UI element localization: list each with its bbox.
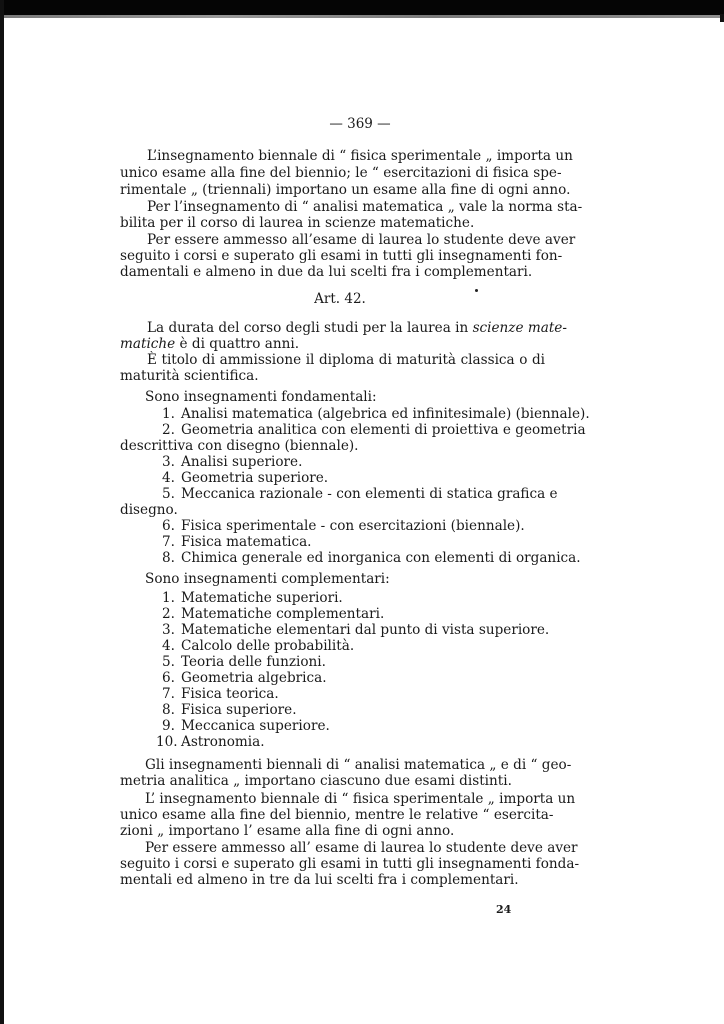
course-text: Fisica teorica. bbox=[181, 686, 279, 702]
text-line: seguito i corsi e superato gli esami in tutti gli insegnamenti fonda- bbox=[120, 856, 580, 872]
course-num: 1. bbox=[162, 590, 175, 606]
text-line: L’ insegnamento biennale di “ fisica sperimentale „ importa un bbox=[145, 791, 576, 807]
course-num: 4. bbox=[162, 470, 175, 486]
course-num: 7. bbox=[162, 534, 175, 550]
course-num: 6. bbox=[162, 670, 175, 686]
text-line: Per essere ammesso all’ esame di laurea lo studente deve aver bbox=[145, 840, 578, 856]
duration-line-1 bbox=[147, 320, 567, 337]
course-num: 3. bbox=[162, 622, 175, 638]
course-text: Matematiche complementari. bbox=[181, 606, 385, 622]
course-text: Analisi superiore. bbox=[181, 454, 303, 470]
signature-mark: 24 bbox=[496, 903, 512, 916]
course-num: 5. bbox=[162, 486, 175, 502]
fundamental-intro: Sono insegnamenti fondamentali: bbox=[145, 389, 377, 405]
text-line: Per l’insegnamento di “ analisi matematica „ vale la norma sta- bbox=[147, 199, 583, 215]
course-text: Matematiche superiori. bbox=[181, 590, 343, 606]
course-num: 10. bbox=[156, 734, 178, 750]
course-num: 6. bbox=[162, 518, 175, 534]
text-line: unico esame alla fine del biennio, mentre le relative “ esercita- bbox=[120, 807, 554, 823]
course-num: 2. bbox=[162, 606, 175, 622]
course-text: Analisi matematica (algebrica ed infinitesimale) (biennale). bbox=[181, 406, 590, 422]
complementary-intro: Sono insegnamenti complementari: bbox=[145, 571, 390, 587]
course-text: Geometria superiore. bbox=[181, 470, 329, 486]
course-text: Calcolo delle probabilità. bbox=[181, 638, 355, 654]
duration-line-2 bbox=[120, 336, 299, 353]
text: è di quattro anni. bbox=[175, 336, 300, 352]
text-line: unico esame alla fine del biennio; le “ esercitazioni di fisica spe- bbox=[120, 165, 562, 181]
course-text-cont: descrittiva con disegno (biennale). bbox=[120, 438, 359, 454]
course-text: Teoria delle funzioni. bbox=[181, 654, 326, 670]
course-text: Meccanica razionale - con elementi di statica grafica e bbox=[181, 486, 558, 502]
text-line: mentali ed almeno in tre da lui scelti fra i complementari. bbox=[120, 872, 519, 888]
course-text: Fisica matematica. bbox=[181, 534, 312, 550]
text: La durata del corso degli studi per la laurea in bbox=[147, 320, 473, 336]
course-text: Matematiche elementari dal punto di vista superiore. bbox=[181, 622, 550, 638]
text-line: L’insegnamento biennale di “ fisica sperimentale „ importa un bbox=[147, 148, 573, 164]
course-num: 5. bbox=[162, 654, 175, 670]
course-num: 7. bbox=[162, 686, 175, 702]
course-num: 8. bbox=[162, 550, 175, 566]
course-text: Fisica superiore. bbox=[181, 702, 297, 718]
course-num: 3. bbox=[162, 454, 175, 470]
course-num: 1. bbox=[162, 406, 175, 422]
course-num: 2. bbox=[162, 422, 175, 438]
course-text: Fisica sperimentale - con esercitazioni (biennale). bbox=[181, 518, 525, 534]
text-line: È titolo di ammissione il diploma di maturità classica o di bbox=[147, 352, 545, 368]
text-line: metria analitica „ importano ciascuno due esami distinti. bbox=[120, 773, 512, 789]
course-text: Geometria analitica con elementi di proiettiva e geometria bbox=[181, 422, 586, 438]
page-number: — 369 — bbox=[329, 116, 391, 132]
course-text: Meccanica superiore. bbox=[181, 718, 330, 734]
course-text: Geometria algebrica. bbox=[181, 670, 327, 686]
course-num: 9. bbox=[162, 718, 175, 734]
course-num: 4. bbox=[162, 638, 175, 654]
text-line: bilita per il corso di laurea in scienze matematiche. bbox=[120, 215, 475, 231]
text-line: seguito i corsi e superato gli esami in tutti gli insegnamenti fon- bbox=[120, 248, 563, 264]
course-text-cont: disegno. bbox=[120, 502, 178, 518]
italic-term: scienze mate- bbox=[472, 320, 567, 336]
text-line: damentali e almeno in due da lui scelti fra i complementari. bbox=[120, 264, 533, 280]
text-line: maturità scientifica. bbox=[120, 368, 259, 384]
scan-speck bbox=[475, 289, 478, 292]
text-line: rimentale „ (triennali) importano un esame alla fine di ogni anno. bbox=[120, 182, 571, 198]
course-text: Astronomia. bbox=[181, 734, 265, 750]
article-heading: Art. 42. bbox=[314, 291, 366, 307]
course-text: Chimica generale ed inorganica con elementi di organica. bbox=[181, 550, 581, 566]
course-num: 8. bbox=[162, 702, 175, 718]
text-line: zioni „ importano l’ esame alla fine di ogni anno. bbox=[120, 823, 455, 839]
italic-term: matiche bbox=[120, 336, 176, 352]
text-line: Per essere ammesso all’esame di laurea lo studente deve aver bbox=[147, 232, 576, 248]
text-line: Gli insegnamenti biennali di “ analisi matematica „ e di “ geo- bbox=[145, 757, 572, 773]
